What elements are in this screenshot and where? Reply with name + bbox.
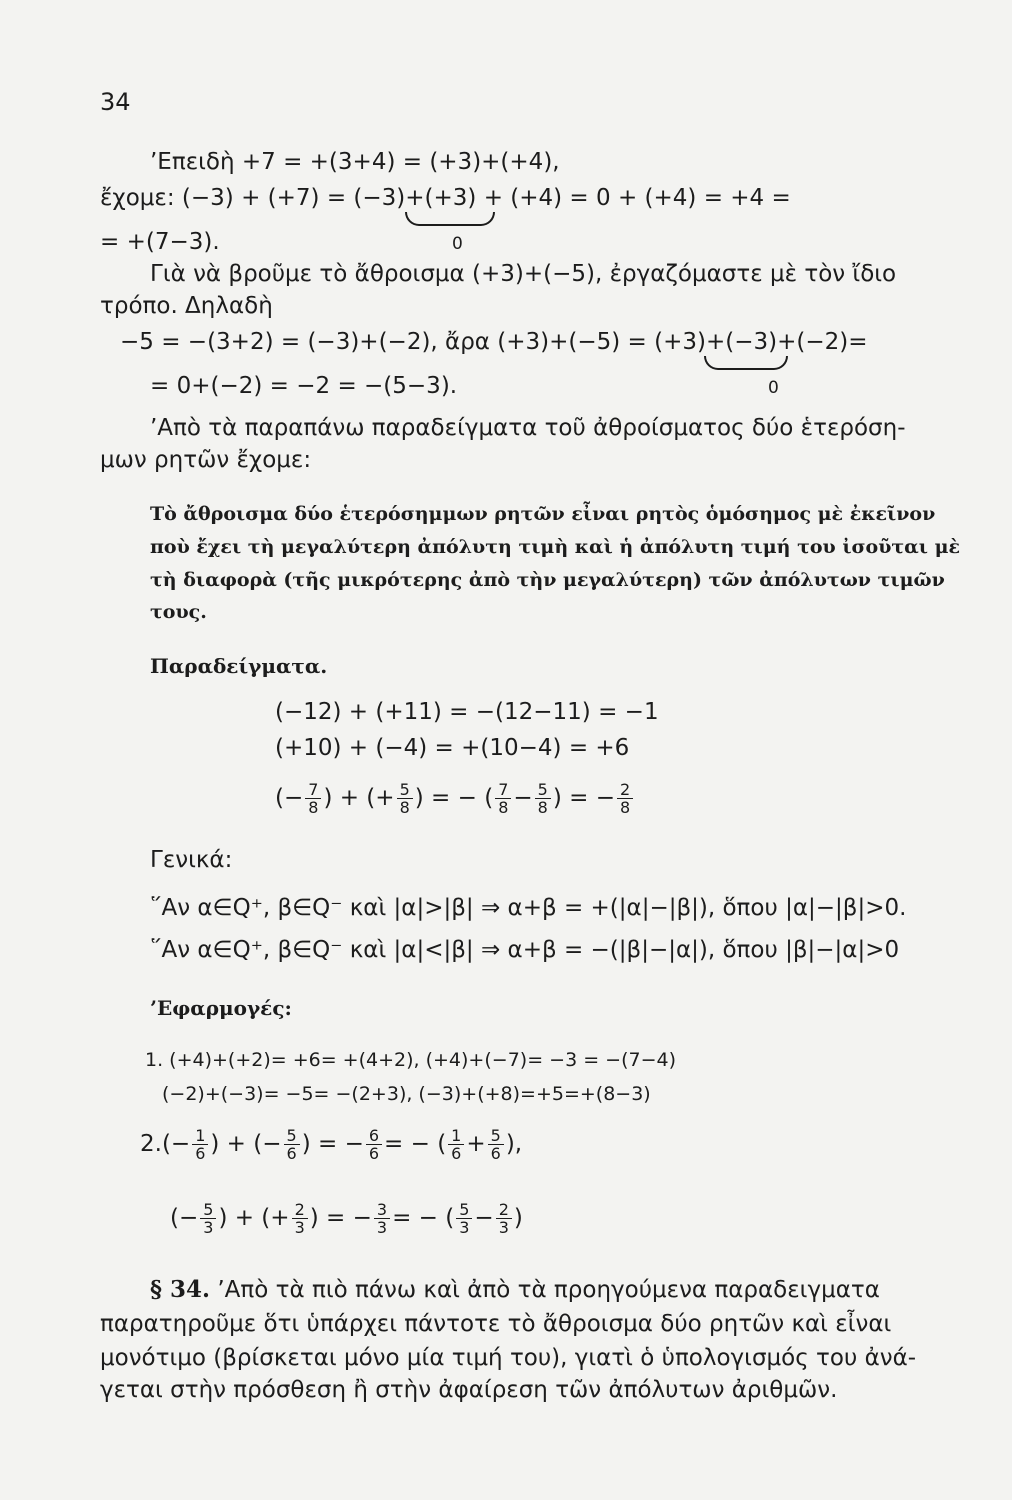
numerator: 2 (496, 1201, 512, 1219)
rule-line-4: τους. (150, 601, 207, 623)
intro-line-2: ἔχομε: (−3) + (+7) = (−3)+(+3) + (+4) = 0 + (+4) = +4 = (100, 185, 791, 211)
denominator: 3 (294, 1218, 305, 1237)
e3-frac-2 (397, 781, 413, 816)
e3-frac-5 (617, 781, 633, 816)
a3-mid-2: ) = − (301, 1131, 364, 1157)
example-3 (275, 778, 635, 818)
section-mark: § 34. (150, 1276, 211, 1303)
examples-heading: Παραδείγματα. (150, 654, 328, 678)
intro-line-3: = +(7−3). (100, 229, 220, 255)
denominator: 3 (459, 1218, 470, 1237)
numerator: 5 (535, 781, 551, 799)
page-number: 34 (100, 88, 131, 116)
a3-mid-1: ) + (− (210, 1131, 282, 1157)
a4-mid-2: ) = − (309, 1205, 372, 1231)
a3-frac-5 (488, 1127, 504, 1162)
a4-end: ) (513, 1205, 523, 1231)
e3-frac-4 (535, 781, 551, 816)
denominator: 3 (203, 1218, 214, 1237)
general-case-1: ῞Αν α∈Q⁺, β∈Q⁻ καὶ |α|>|β| ⇒ α+β = +(|α|−|β|), ὅπου |α|−|β|>0. (150, 895, 907, 921)
numerator: 6 (366, 1127, 382, 1145)
denominator: 3 (498, 1218, 509, 1237)
intro-line-7: = 0+(−2) = −2 = −(5−3). (150, 373, 458, 399)
underbrace-2 (704, 356, 788, 370)
numerator: 5 (284, 1127, 300, 1145)
intro-line-5: τρόπο. Δηλαδὴ (100, 293, 273, 319)
denominator: 8 (399, 798, 410, 817)
example-1: (−12) + (+11) = −(12−11) = −1 (275, 699, 659, 725)
application-2-line-1 (140, 1124, 522, 1164)
application-1-line-2: (−2)+(−3)= −5= −(2+3), (−3)+(+8)=+5=+(8−3) (162, 1083, 651, 1105)
e3-mid-2: ) = − ( (414, 785, 494, 811)
a3-frac-3 (366, 1127, 382, 1162)
numerator: 2 (292, 1201, 308, 1219)
applications-heading: ’Εφαρμογές: (150, 996, 292, 1020)
brace-zero-2: 0 (768, 378, 779, 398)
section-line-1 (150, 1276, 880, 1304)
e3-mid-3: ) = − (552, 785, 615, 811)
general-case-2: ῞Αν α∈Q⁺, β∈Q⁻ καὶ |α|<|β| ⇒ α+β = −(|β|−|α|), ὅπου |β|−|α|>0 (150, 937, 900, 963)
denominator: 8 (308, 798, 319, 817)
denominator: 6 (368, 1144, 380, 1163)
section-line-4: γεται στὴν πρόσθεση ἢ στὴν ἀφαίρεση τῶν ἀπόλυτων ἀριθμῶν. (100, 1377, 838, 1403)
e3-frac-1 (305, 781, 321, 816)
numerator: 3 (374, 1201, 390, 1219)
rule-line-1: Τὸ ἄθροισμα δύο ἑτερόσημμων ρητῶν εἶναι ρητὸς ὁμόσημος μὲ ἐκεῖνον (150, 503, 936, 525)
intro-line-4: Γιὰ νὰ βροῦμε τὸ ἄθροισμα (+3)+(−5), ἐργαζόμαστε μὲ τὸν ἴδιο (150, 261, 897, 287)
numerator: 5 (456, 1201, 472, 1219)
section-line-2: παρατηροῦμε ὅτι ὑπάρχει πάντοτε τὸ ἄθροισμα δύο ρητῶν καὶ εἶναι (100, 1311, 892, 1337)
section-line-1-text: ’Απὸ τὰ πιὸ πάνω καὶ ἀπὸ τὰ προηγούμενα παραδειγματα (217, 1277, 880, 1303)
e3-mid-1: ) + (+ (323, 785, 395, 811)
denominator: 6 (490, 1144, 501, 1163)
numerator: 2 (617, 781, 633, 799)
denominator: 6 (286, 1144, 297, 1163)
a3-lead: 2. (140, 1131, 162, 1157)
a3-frac-2 (284, 1127, 300, 1162)
a3-mid-3: = − ( (384, 1131, 447, 1157)
rule-line-3: τὴ διαφορὰ (τῆς μικρότερης ἀπὸ τὴν μεγαλύτερη) τῶν ἀπόλυτων τιμῶν (150, 569, 945, 591)
e3-minus: − (513, 785, 533, 811)
a4-frac-4 (456, 1201, 472, 1236)
a3-open: (− (161, 1131, 191, 1157)
a4-minus: − (474, 1205, 494, 1231)
underbrace-1 (405, 212, 495, 226)
a3-frac-1 (192, 1127, 208, 1162)
numerator: 5 (397, 781, 413, 799)
rule-line-2: ποὺ ἔχει τὴ μεγαλύτερη ἀπόλυτη τιμὴ καὶ ἡ ἀπόλυτη τιμή του ἰσοῦται μὲ (150, 536, 961, 558)
e3-frac-3 (495, 781, 511, 816)
a4-mid-3: = − ( (392, 1205, 455, 1231)
a4-open: (− (170, 1205, 199, 1231)
numerator: 1 (448, 1127, 464, 1145)
a3-plus: + (466, 1131, 486, 1157)
e3-open: (− (275, 785, 304, 811)
a3-end: ), (505, 1131, 523, 1157)
numerator: 7 (305, 781, 321, 799)
intro-line-8: ’Απὸ τὰ παραπάνω παραδείγματα τοῦ ἀθροίσματος δύο ἑτερόση- (150, 415, 906, 441)
application-1-line-1: 1. (+4)+(+2)= +6= +(4+2), (+4)+(−7)= −3 = −(7−4) (145, 1049, 676, 1071)
a4-frac-3 (374, 1201, 390, 1236)
intro-line-1: ’Επειδὴ +7 = +(3+4) = (+3)+(+4), (150, 149, 560, 175)
a3-frac-4 (448, 1127, 464, 1162)
denominator: 6 (195, 1144, 206, 1163)
denominator: 8 (498, 798, 509, 817)
a4-mid-1: ) + (+ (218, 1205, 290, 1231)
a4-frac-5 (496, 1201, 512, 1236)
a4-frac-2 (292, 1201, 308, 1236)
denominator: 3 (376, 1218, 388, 1237)
numerator: 1 (192, 1127, 208, 1145)
brace-zero-1: 0 (452, 234, 463, 254)
numerator: 5 (200, 1201, 216, 1219)
a4-frac-1 (200, 1201, 216, 1236)
denominator: 6 (451, 1144, 462, 1163)
intro-line-6: −5 = −(3+2) = (−3)+(−2), ἄρα (+3)+(−5) = (+3)+(−3)+(−2)= (120, 329, 868, 355)
example-2: (+10) + (−4) = +(10−4) = +6 (275, 735, 630, 761)
general-label: Γενικά: (150, 847, 233, 873)
numerator: 7 (495, 781, 511, 799)
numerator: 5 (488, 1127, 504, 1145)
intro-line-9: μων ρητῶν ἔχομε: (100, 447, 312, 473)
section-line-3: μονότιμο (βρίσκεται μόνο μία τιμή του), γιατὶ ὁ ὑπολογισμός του ἀνά- (100, 1345, 917, 1371)
application-2-line-2 (170, 1198, 523, 1238)
denominator: 8 (537, 798, 548, 817)
denominator: 8 (619, 798, 631, 817)
